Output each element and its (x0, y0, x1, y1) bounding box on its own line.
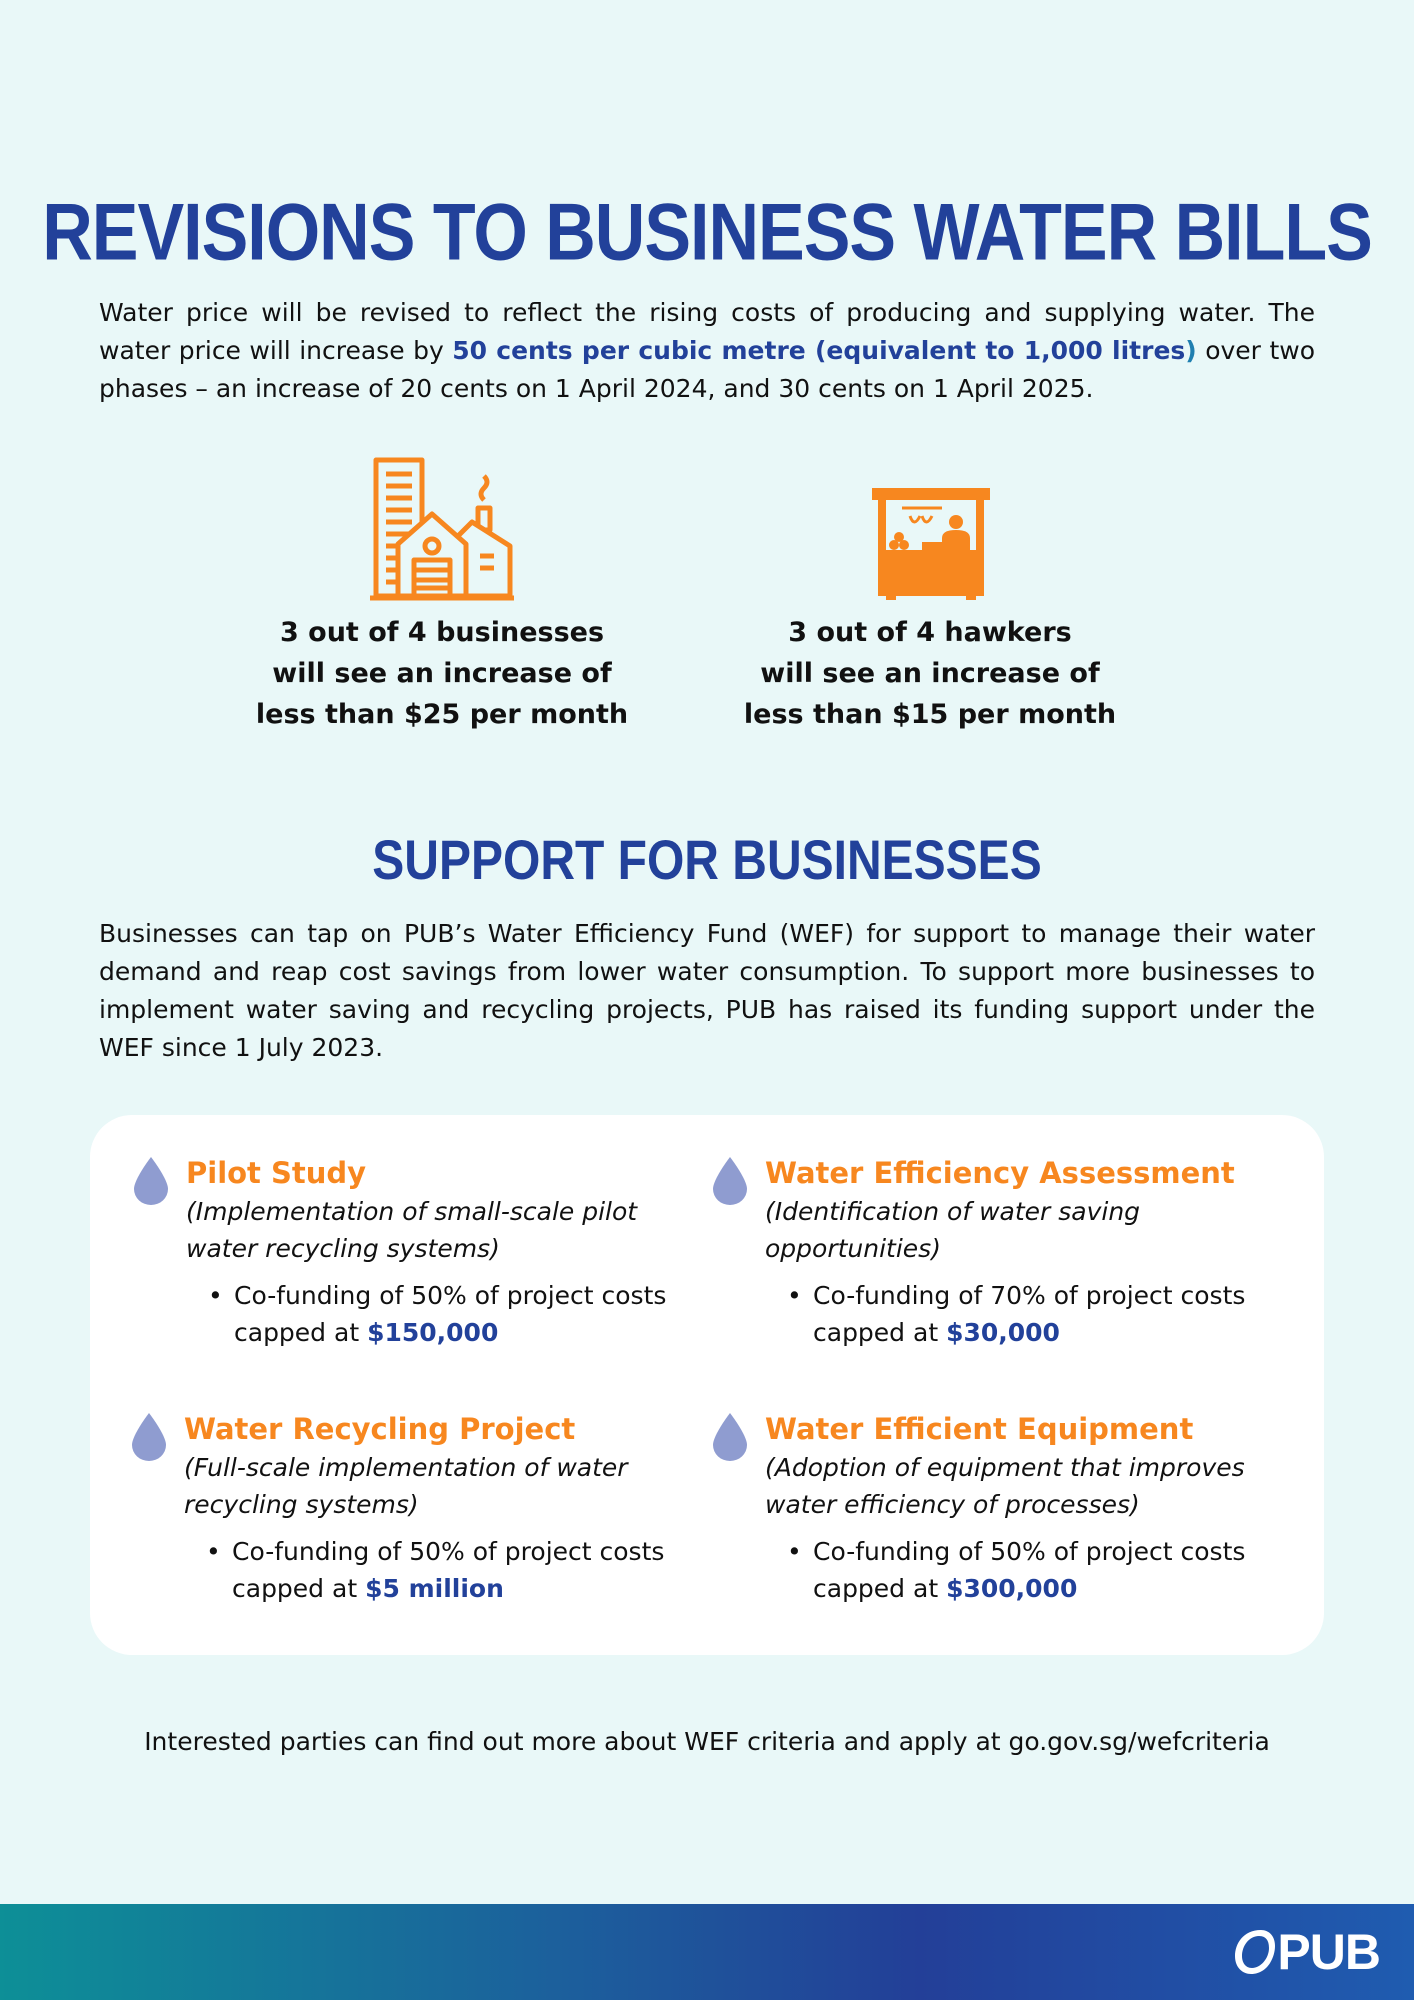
pub-swirl-icon (1233, 1926, 1277, 1978)
funding-item-water-efficient-equipment (765, 1409, 1325, 1607)
funding-cap: $150,000 (367, 1318, 499, 1347)
bullet-line2-prefix: capped at (232, 1574, 366, 1603)
stat-businesses (232, 612, 652, 735)
bullet-line2-prefix: capped at (234, 1318, 368, 1347)
water-drop-icon (713, 1157, 747, 1205)
stat-businesses-line1: 3 out of 4 businesses (279, 617, 605, 648)
stat-businesses-line2: will see an increase of (272, 658, 612, 689)
stat-hawkers-line3: less than $15 per month (743, 699, 1117, 730)
funding-item-description: (Implementation of small-scale pilot water recycling systems) (186, 1197, 638, 1263)
bullet-line1: Co-funding of 50% of project costs (813, 1537, 1246, 1566)
intro-paragraph (99, 294, 1315, 408)
funding-item-bullet (184, 1533, 744, 1607)
pub-logo-text: PUB (1277, 1924, 1380, 1980)
funding-item-description: (Full-scale implementation of water recycling systems) (184, 1453, 628, 1519)
funding-cap: $5 million (365, 1574, 504, 1603)
bottom-bar (0, 1904, 1414, 2000)
intro-text-before: Water price will be revised to reflect the rising costs of producing and supplying water. The water price will increase by (99, 298, 1315, 365)
water-drop-icon (713, 1413, 747, 1461)
funding-item-water-efficiency-assessment (765, 1153, 1325, 1351)
hawker-stall-icon (872, 488, 990, 600)
building-factory-icon (368, 456, 516, 602)
water-drop-icon (132, 1413, 166, 1461)
funding-item-bullet (765, 1277, 1325, 1351)
funding-item-title: Water Efficiency Assessment (765, 1156, 1235, 1190)
funding-item-title: Pilot Study (186, 1156, 367, 1190)
funding-item-title: Water Efficient Equipment (765, 1412, 1194, 1446)
stat-hawkers-line2: will see an increase of (760, 658, 1100, 689)
funding-item-bullet (765, 1533, 1325, 1607)
stat-hawkers-line1: 3 out of 4 hawkers (788, 617, 1072, 648)
funding-item-description: (Identification of water saving opportunities) (765, 1197, 1141, 1263)
funding-card (90, 1115, 1324, 1655)
funding-item-title: Water Recycling Project (184, 1412, 576, 1446)
bullet-line1: Co-funding of 70% of project costs (813, 1281, 1246, 1310)
funding-cap: $300,000 (946, 1574, 1078, 1603)
page-title: REVISIONS TO BUSINESS WATER BILLS (42, 187, 1372, 277)
pub-logo (1233, 1926, 1380, 1978)
bullet-line1: Co-funding of 50% of project costs (232, 1537, 665, 1566)
price-increase-highlight: 50 cents per cubic metre (equivalent to 1,000 litres (452, 336, 1186, 365)
bullet-line2-prefix: capped at (813, 1574, 947, 1603)
support-title: SUPPORT FOR BUSINESSES (372, 830, 1042, 892)
funding-item-description: (Adoption of equipment that improves water efficiency of processes) (765, 1453, 1245, 1519)
bullet-line2-prefix: capped at (813, 1318, 947, 1347)
support-paragraph: Businesses can tap on PUB’s Water Efficiency Fund (WEF) for support to manage their water demand and reap cost savings from lower water consumption. To support more businesses to implement water saving and recycling projects, PUB has raised its funding support under the WEF since 1 July 2023. (99, 919, 1315, 1062)
funding-item-bullet (186, 1277, 746, 1351)
footer-note: Interested parties can find out more about WEF criteria and apply at go.gov.sg/wefcriteria (144, 1727, 1270, 1756)
stat-hawkers (720, 612, 1140, 735)
bullet-line1: Co-funding of 50% of project costs (234, 1281, 667, 1310)
water-drop-icon (134, 1157, 168, 1205)
price-increase-highlight-end: ) (1185, 336, 1197, 365)
funding-item-water-recycling-project (184, 1409, 744, 1607)
intro-text-after: over two phases – an increase of 20 cents on 1 April 2024, and 30 cents on 1 April 2025. (99, 336, 1315, 403)
funding-item-pilot-study (186, 1153, 746, 1351)
stat-businesses-line3: less than $25 per month (255, 699, 629, 730)
funding-cap: $30,000 (946, 1318, 1060, 1347)
